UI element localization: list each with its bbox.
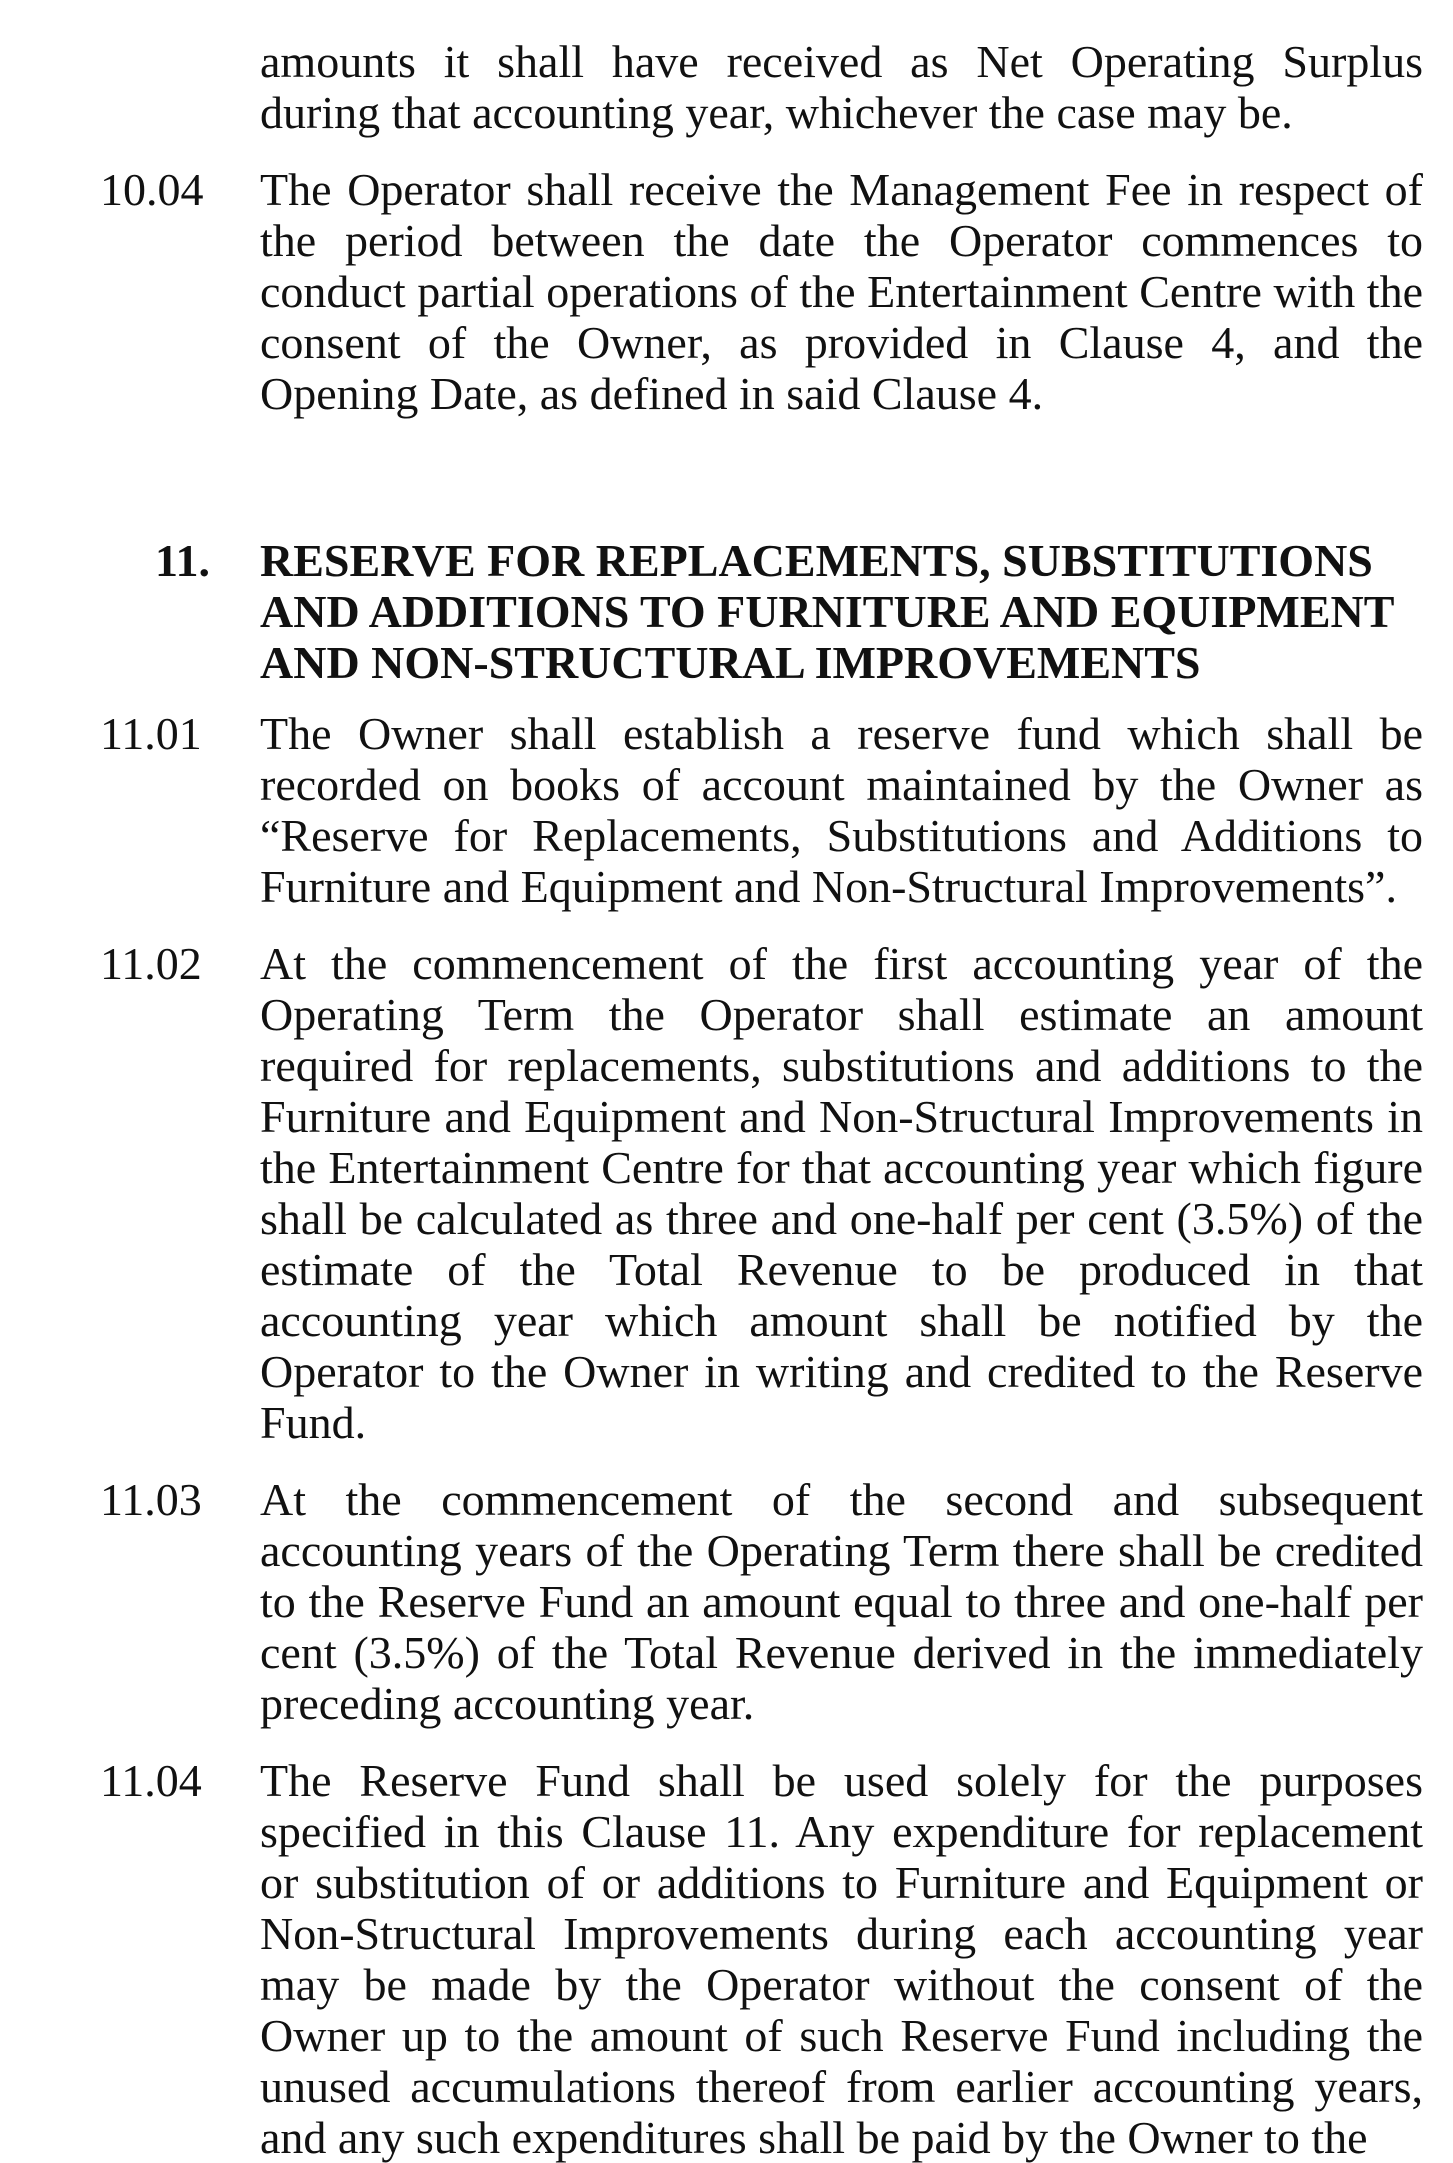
clause-11-03 [0,1474,1453,1729]
clause-number: 11.02 [100,938,202,989]
clause-number: 11.01 [100,708,202,759]
continued-paragraph [0,36,1453,138]
section-title: RESERVE FOR REPLACEMENTS, SUBSTITUTIONS AND ADDITIONS TO FURNITURE AND EQUIPMENT AND NON-STRUCTURAL IMPROVEMENTS [260,535,1394,688]
clause-11-01 [0,708,1453,912]
clause-number: 10.04 [100,164,204,215]
clause-text: The Operator shall receive the Management Fee in respect of the period between the date the Operator commences to conduct partial operations of the Entertainment Centre with the consent of the Owner, as provided in Clause 4, and the Opening Date, as defined in said Clause 4. [260,164,1423,419]
section-heading [0,535,1453,688]
clause-text: At the commencement of the second and subsequent accounting years of the Operating Term there shall be credited to the Reserve Fund an amount equal to three and one-half per cent (3.5%) of the Total Revenue derived in the immediately preceding accounting year. [260,1474,1423,1729]
clause-number: 11.04 [100,1755,202,1806]
clause-text: The Owner shall establish a reserve fund which shall be recorded on books of account maintained by the Owner as “Reserve for Replacements, Substitutions and Additions to Furniture and Equipment and Non-Structural Improvements”. [260,708,1423,912]
clause-text: The Reserve Fund shall be used solely for the purposes specified in this Clause 11. Any expenditure for replacement or substitution of or additions to Furniture and Equipment or Non-Structural Improvements during each accounting year may be made by the Operator without the consent of the Owner up to the amount of such Reserve Fund including the unused accumulations thereof from earlier accounting years, and any such expenditures shall be paid by the Owner to the [260,1755,1423,2163]
clause-text: At the commencement of the first accounting year of the Operating Term the Operator shall estimate an amount required for replacements, substitutions and additions to the Furniture and Equipment and Non-Structural Improvements in the Entertainment Centre for that accounting year which figure shall be calculated as three and one-half per cent (3.5%) of the estimate of the Total Revenue to be produced in that accounting year which amount shall be notified by the Operator to the Owner in writing and credited to the Reserve Fund. [260,938,1423,1448]
clause-11-04 [0,1755,1453,2163]
paragraph-text: amounts it shall have received as Net Operating Surplus during that accounting year, whichever the case may be. [260,36,1423,138]
clause-11-02 [0,938,1453,1448]
section-number: 11. [155,535,210,586]
clause-10-04 [0,164,1453,419]
clause-number: 11.03 [100,1474,202,1525]
